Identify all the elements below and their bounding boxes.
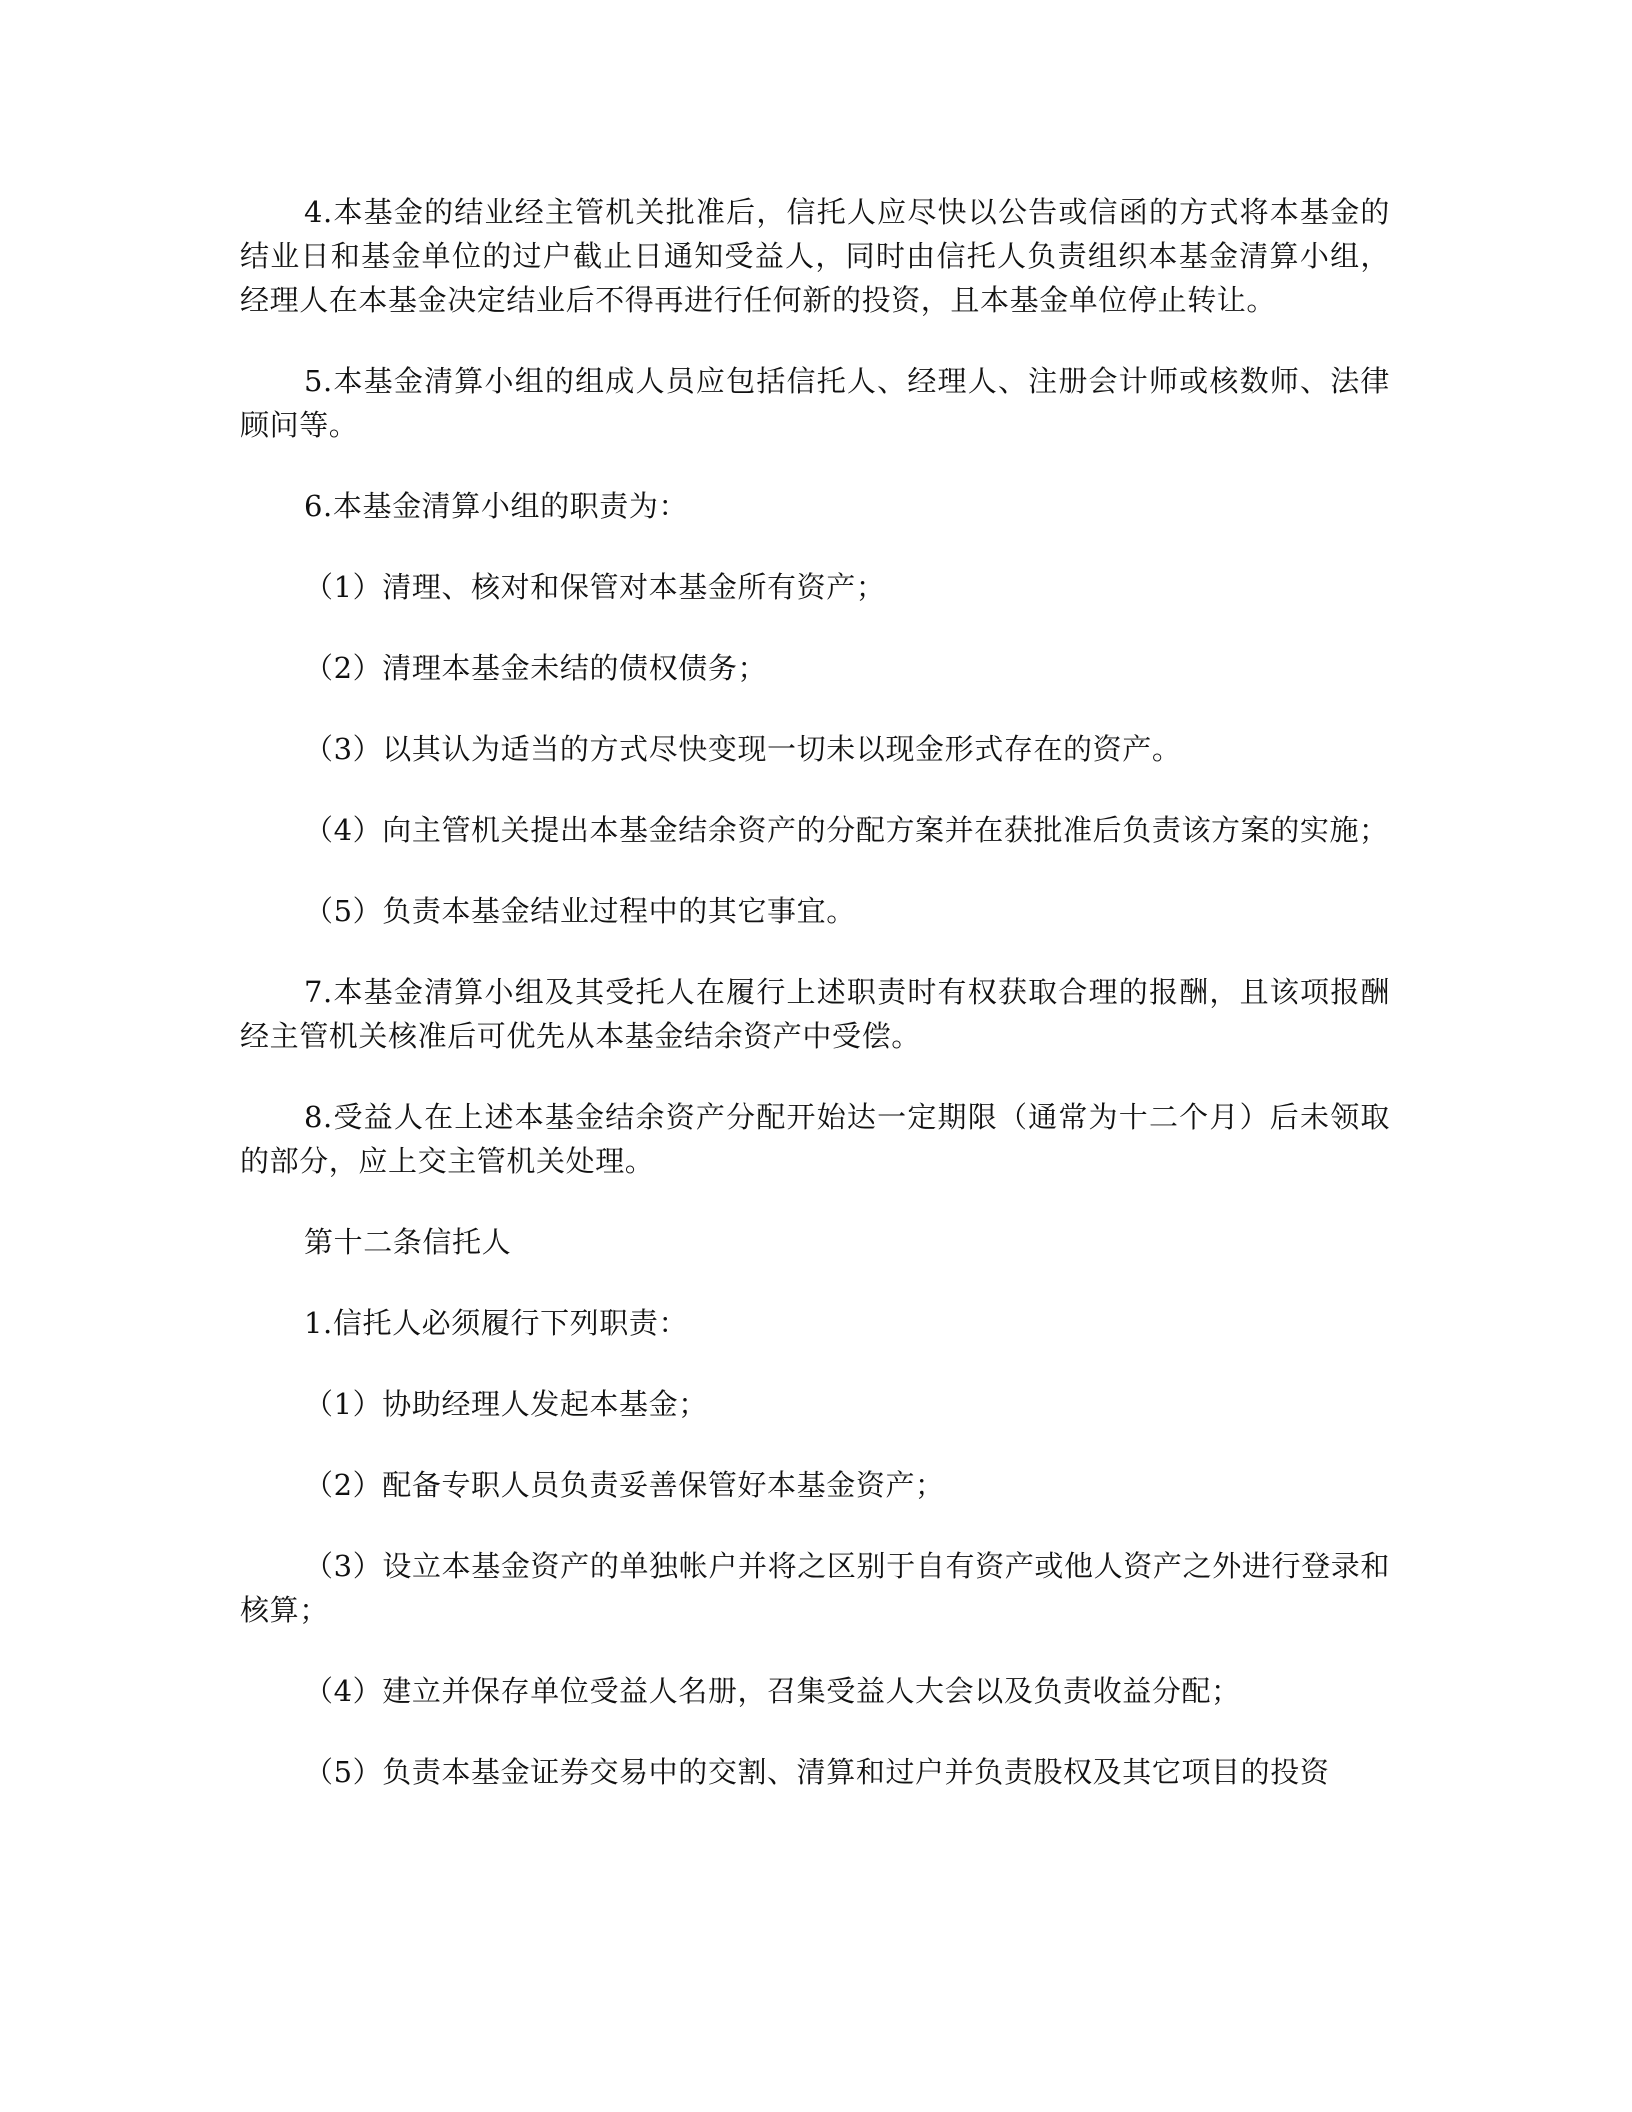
article-12-paragraph-1: 1.信托人必须履行下列职责： [304,1306,689,1340]
article-12-heading: 第十二条信托人 [304,1225,512,1259]
list-item-a1-5: （5）负责本基金证券交易中的交割、清算和过户并负责股权及其它项目的投资 [304,1755,1330,1789]
list-item-6-4: （4）向主管机关提出本基金结余资产的分配方案并在获批准后负责该方案的实施； [304,813,1389,847]
list-item-6-1: （1）清理、核对和保管对本基金所有资产； [304,570,886,604]
list-item-a1-2: （2）配备专职人员负责妥善保管好本基金资产； [304,1468,945,1502]
list-item-a1-3: （3）设立本基金资产的单独帐户并将之区别于自有资产或他人资产之外进行登录和核算； [240,1549,1390,1627]
paragraph-7: 7.本基金清算小组及其受托人在履行上述职责时有权获取合理的报酬，且该项报酬经主管机关核准后可优先从本基金结余资产中受偿。 [240,975,1390,1053]
paragraph-4: 4.本基金的结业经主管机关批准后，信托人应尽快以公告或信函的方式将本基金的结业日和基金单位的过户截止日通知受益人，同时由信托人负责组织本基金清算小组，经理人在本基金决定结业后不得再进行任何新的投资，且本基金单位停止转让。 [240,195,1390,317]
paragraph-5: 5.本基金清算小组的组成人员应包括信托人、经理人、注册会计师或核数师、法律顾问等。 [240,364,1390,442]
paragraph-6: 6.本基金清算小组的职责为： [304,489,689,523]
document-body [240,190,1390,1831]
paragraph-8: 8.受益人在上述本基金结余资产分配开始达一定期限（通常为十二个月）后未领取的部分，应上交主管机关处理。 [240,1100,1390,1178]
list-item-6-2: （2）清理本基金未结的债权债务； [304,651,768,685]
list-item-a1-4: （4）建立并保存单位受益人名册，召集受益人大会以及负责收益分配； [304,1674,1241,1708]
list-item-a1-1: （1）协助经理人发起本基金； [304,1387,708,1421]
list-item-6-5: （5）负责本基金结业过程中的其它事宜。 [304,894,856,928]
list-item-6-3: （3）以其认为适当的方式尽快变现一切未以现金形式存在的资产。 [304,732,1182,766]
